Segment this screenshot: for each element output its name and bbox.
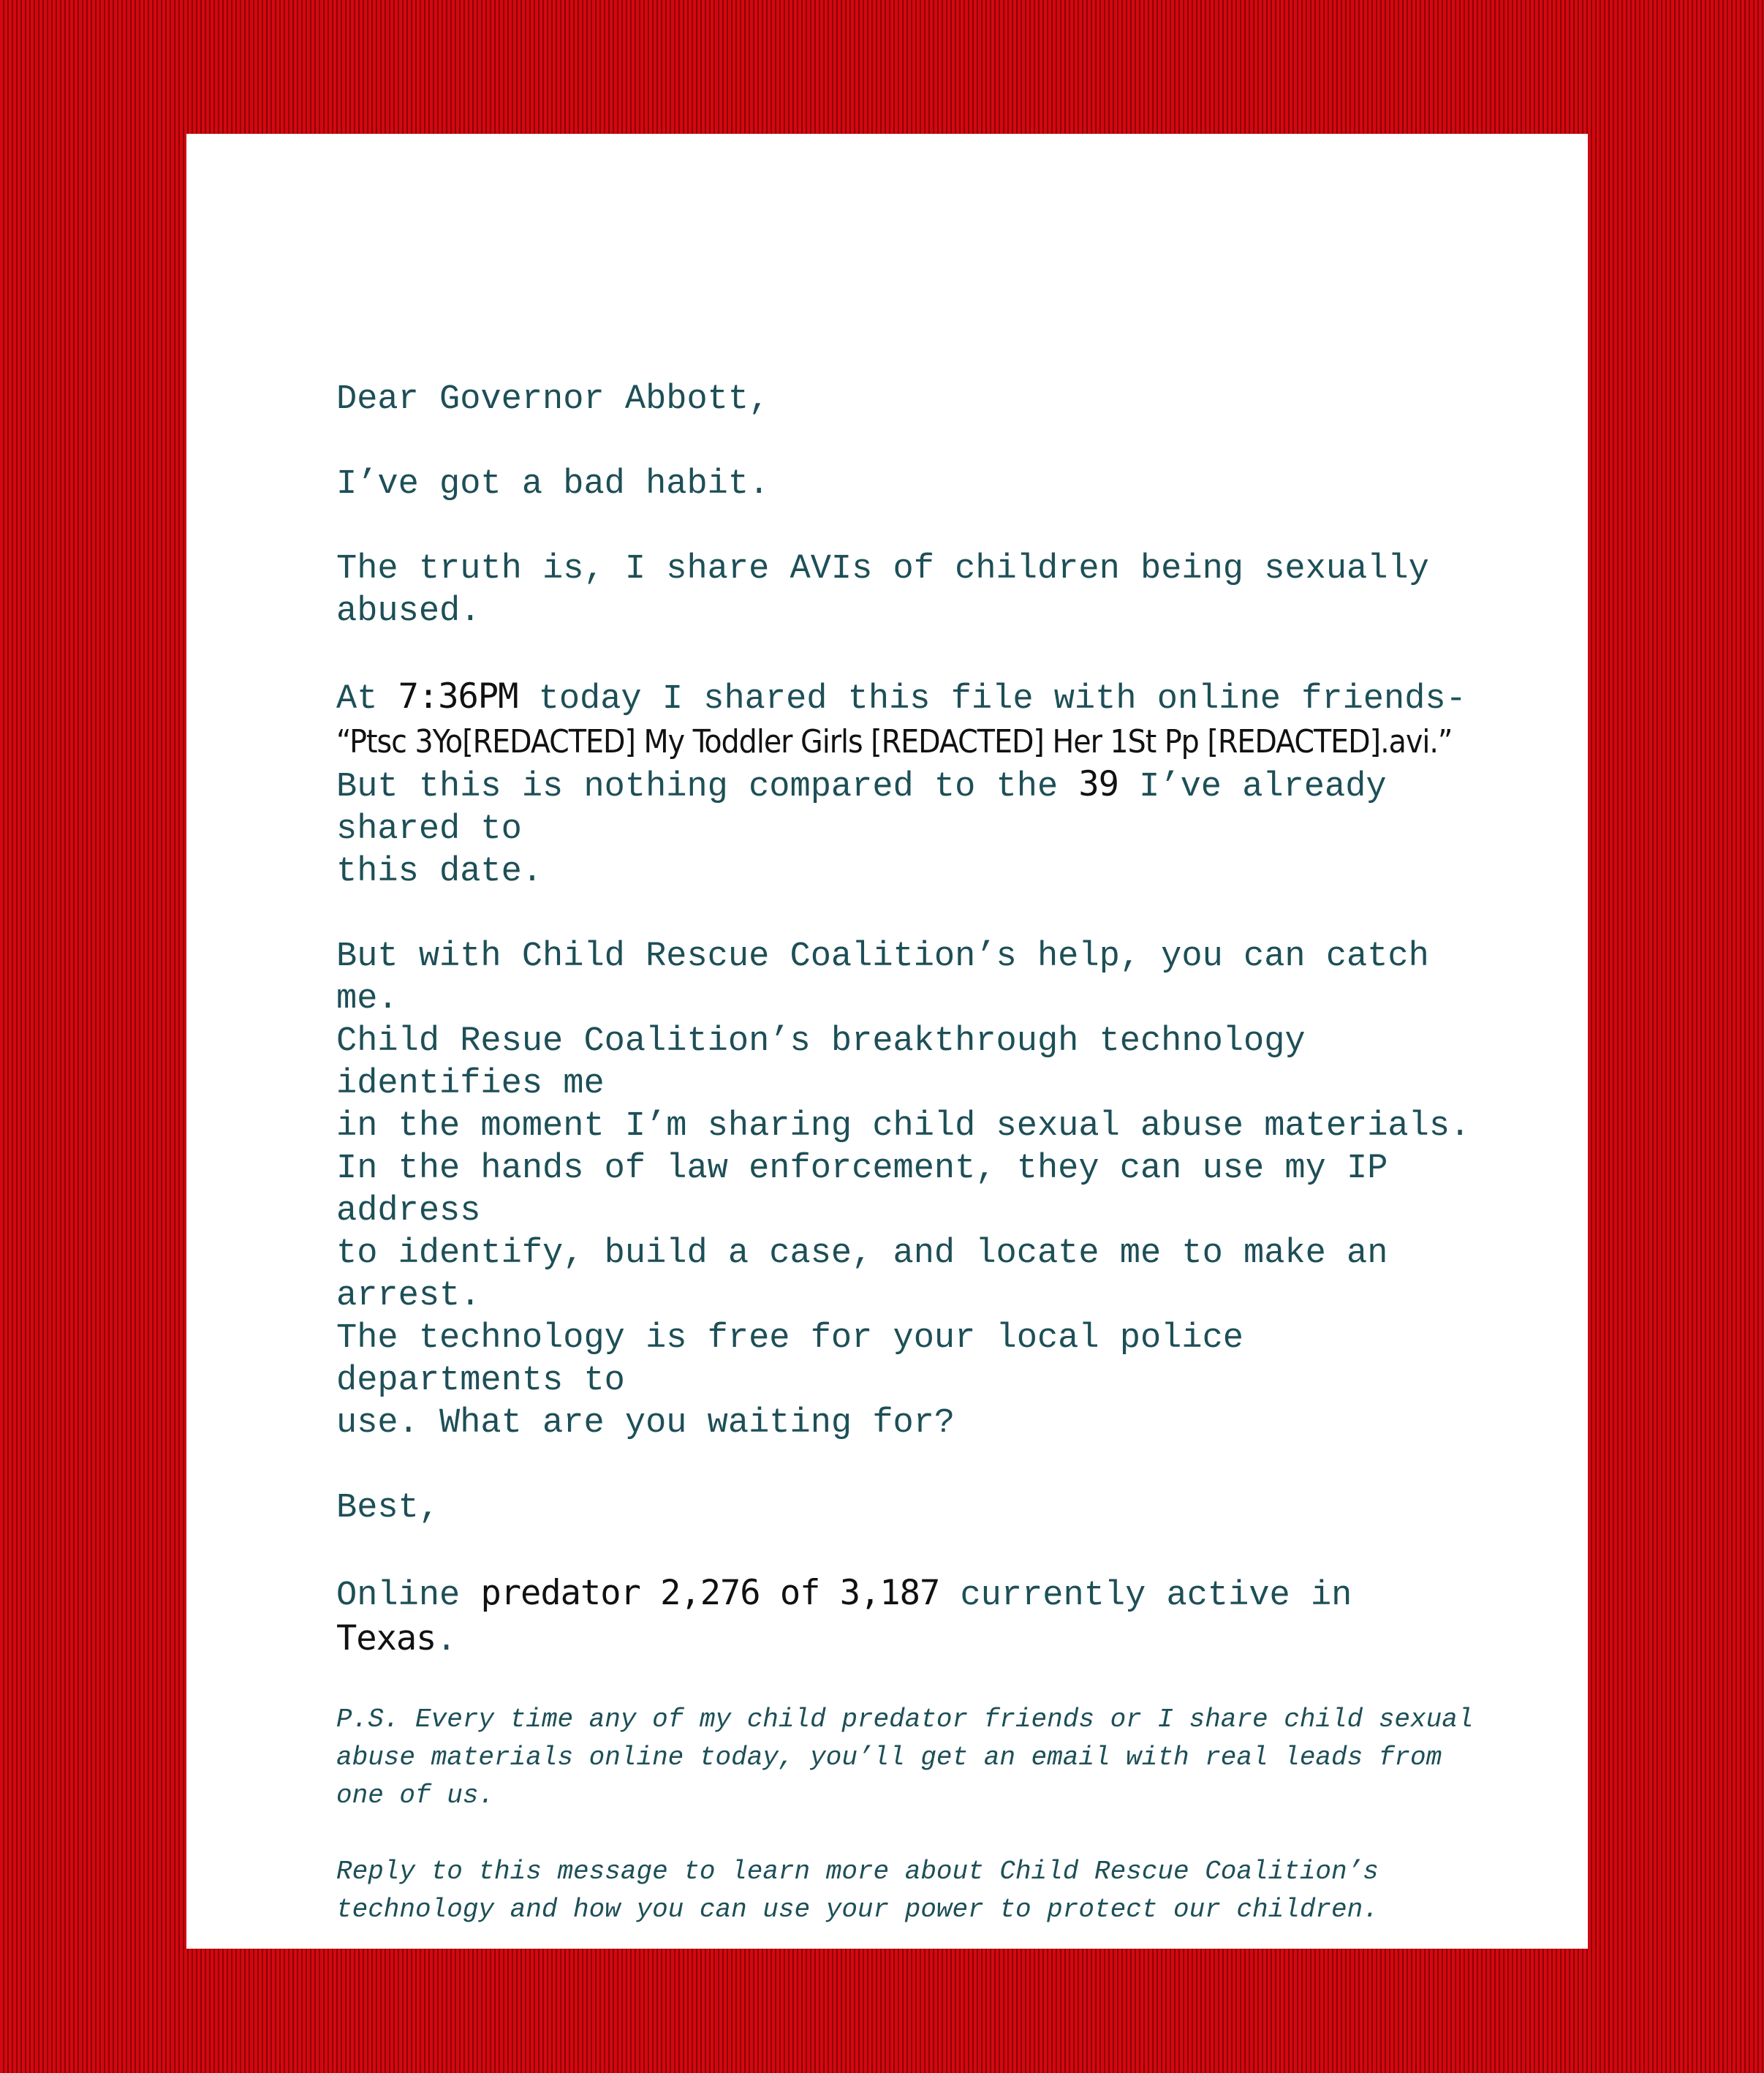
salutation: Dear Governor Abbott, <box>336 380 770 419</box>
postscript-line: abuse materials online today, you’ll get an email with real leads from one of us. <box>336 1742 1458 1810</box>
reply-line: technology and how you can use your power to protect our children. <box>336 1895 1379 1925</box>
signature-middle: currently active in <box>939 1577 1373 1615</box>
share-line <box>336 676 1477 721</box>
share-suffix: today I shared this file with online friends- <box>518 680 1466 719</box>
count-prefix: But this is nothing compared to the <box>336 768 1079 807</box>
habit-line: I’ve got a bad habit. <box>336 465 770 504</box>
spacer <box>336 633 1477 676</box>
postscript-line: P.S. Every time any of my child predator friends or I share child sexual <box>336 1704 1474 1734</box>
paragraph-line: In the hands of law enforcement, they can use my IP address <box>336 1149 1409 1231</box>
share-time: 7:36PM <box>398 676 518 717</box>
date-line: this date. <box>336 853 543 891</box>
count-suffix: I’ve already shared to <box>336 768 1407 849</box>
share-prefix: At <box>336 680 398 719</box>
paragraph-line: But with Child Rescue Coalition’s help, you can catch me. <box>336 937 1450 1019</box>
paragraph-line: to identify, build a case, and locate me to make an arrest. <box>336 1234 1409 1315</box>
paragraph-line: in the moment I’m sharing child sexual abuse materials. <box>336 1107 1471 1146</box>
shared-count: 39 <box>1078 764 1118 804</box>
state-name: Texas <box>336 1618 436 1658</box>
paragraph-line: use. What are you waiting for? <box>336 1404 955 1443</box>
spacer <box>336 1445 1477 1487</box>
shared-filename: “Ptsc 3Yo[REDACTED] My Toddler Girls [REDACTED] Her 1St Pp [REDACTED].avi.” <box>336 723 1453 760</box>
letter-paper <box>186 134 1588 1949</box>
signature <box>336 1572 1477 1663</box>
paragraph-line: The technology is free for your local police departments to <box>336 1319 1265 1400</box>
spacer <box>336 421 1477 464</box>
truth-line: The truth is, I share AVIs of children being sexually abused. <box>336 550 1450 631</box>
signature-end: . <box>436 1622 457 1661</box>
spacer <box>336 506 1477 548</box>
spacer <box>336 1663 1477 1701</box>
closing: Best, <box>336 1489 440 1528</box>
spacer <box>336 1815 1477 1853</box>
count-line <box>336 763 1477 851</box>
letter-body <box>336 379 1477 1929</box>
signature-prefix: Online <box>336 1577 481 1615</box>
spacer <box>336 894 1477 936</box>
spacer <box>336 1530 1477 1572</box>
predator-count: predator 2,276 of 3,187 <box>480 1573 940 1613</box>
paragraph-line: Child Resue Coalition’s breakthrough technology identifies me <box>336 1022 1326 1103</box>
reply-line: Reply to this message to learn more about Child Rescue Coalition’s <box>336 1857 1379 1887</box>
